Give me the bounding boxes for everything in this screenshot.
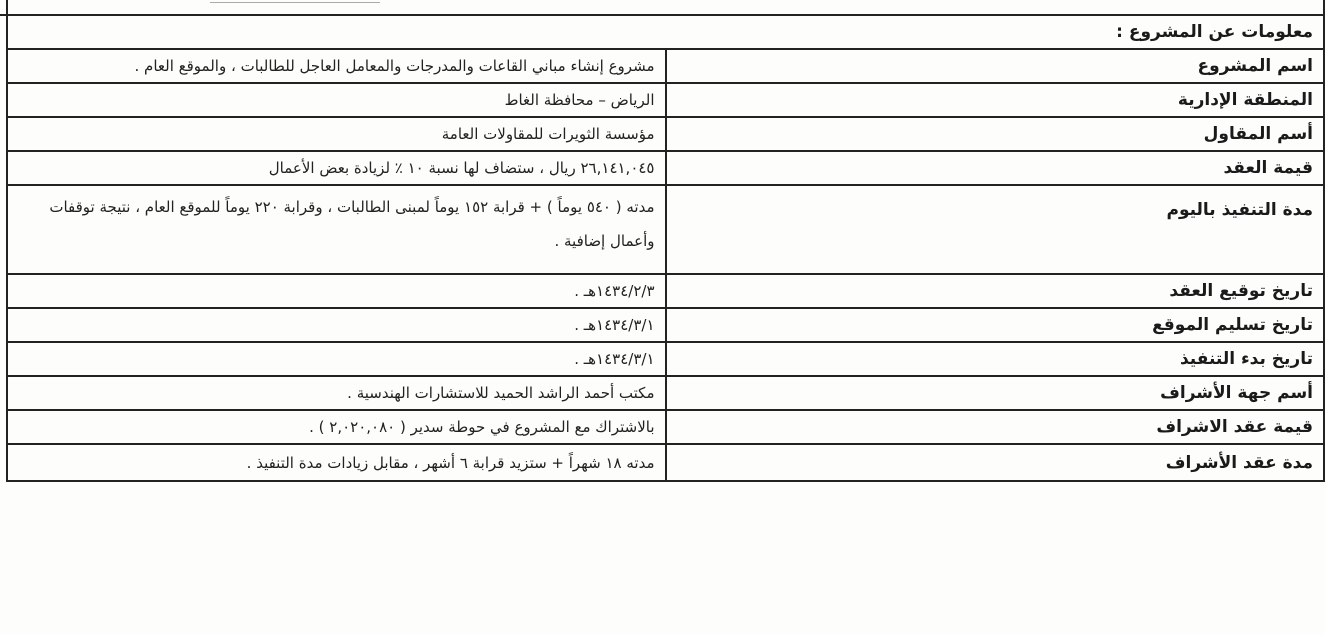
- table-row: [7, 274, 1324, 308]
- row-value-handover-date: ١٤٣٤/٣/١هـ .: [7, 308, 666, 342]
- row-value-supervision-duration: مدته ١٨ شهراً + ستزيد قرابة ٦ أشهر ، مقابل زيادات مدة التنفيذ .: [7, 444, 666, 481]
- row-label-supervision-duration: مدة عقد الأشراف: [666, 444, 1325, 481]
- table-row: [7, 444, 1324, 481]
- divider: [210, 2, 380, 3]
- row-label-contract-value: قيمة العقد: [666, 151, 1325, 185]
- table-row: [7, 49, 1324, 83]
- row-value-supervisor: مكتب أحمد الراشد الحميد للاستشارات الهندسية .: [7, 376, 666, 410]
- table-row: [7, 117, 1324, 151]
- row-label-supervisor: أسم جهة الأشراف: [666, 376, 1325, 410]
- row-value-duration: مدته ( ٥٤٠ يوماً ) + قرابة ١٥٢ يوماً لمبنى الطالبات ، وقرابة ٢٢٠ يوماً للموقع العام ، نتيجة توقفات وأعمال إضافية .: [7, 185, 666, 274]
- table-row: [7, 151, 1324, 185]
- table-row: [7, 342, 1324, 376]
- table-row: [7, 185, 1324, 274]
- table-row: [7, 376, 1324, 410]
- row-value-contract-value: ٢٦,١٤١,٠٤٥ ريال ، ستضاف لها نسبة ١٠ ٪ لزيادة بعض الأعمال: [7, 151, 666, 185]
- row-value-region: الرياض – محافظة الغاط: [7, 83, 666, 117]
- row-label-contractor: أسم المقاول: [666, 117, 1325, 151]
- row-label-region: المنطقة الإدارية: [666, 83, 1325, 117]
- row-label-signing-date: تاريخ توقيع العقد: [666, 274, 1325, 308]
- table-border-left: [6, 0, 8, 14]
- table-row: [7, 83, 1324, 117]
- row-value-contractor: مؤسسة الثويرات للمقاولات العامة: [7, 117, 666, 151]
- table-row: [7, 410, 1324, 444]
- row-value-supervision-value: بالاشتراك مع المشروع في حوطة سدير ( ٢,٠٢٠,٠٨٠ ) .: [7, 410, 666, 444]
- row-label-supervision-value: قيمة عقد الاشراف: [666, 410, 1325, 444]
- section-title: معلومات عن المشروع :: [7, 15, 1324, 49]
- row-value-project-name: مشروع إنشاء مباني القاعات والمدرجات والمعامل العاجل للطالبات ، والموقع العام .: [7, 49, 666, 83]
- row-value-signing-date: ١٤٣٤/٢/٣هـ .: [7, 274, 666, 308]
- section-header-row: [7, 15, 1324, 49]
- row-label-handover-date: تاريخ تسليم الموقع: [666, 308, 1325, 342]
- project-info-table: [6, 14, 1325, 482]
- row-label-project-name: اسم المشروع: [666, 49, 1325, 83]
- row-label-duration: مدة التنفيذ باليوم: [666, 185, 1325, 274]
- table-row: [7, 308, 1324, 342]
- row-label-start-date: تاريخ بدء التنفيذ: [666, 342, 1325, 376]
- row-value-start-date: ١٤٣٤/٣/١هـ .: [7, 342, 666, 376]
